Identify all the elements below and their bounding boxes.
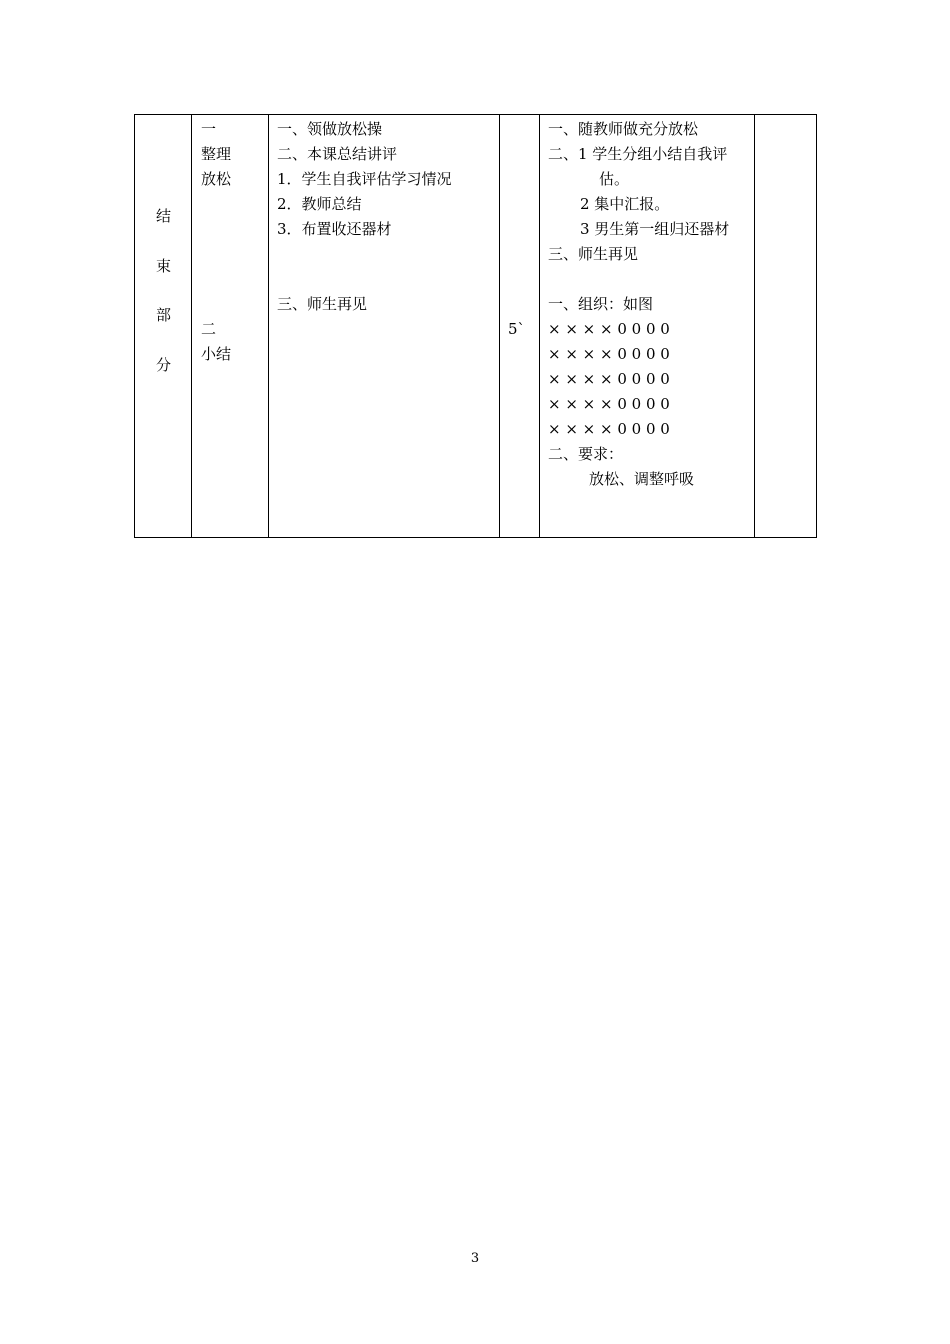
formation-row: × × × × 0 0 0 0 bbox=[548, 370, 670, 388]
formation-row: × × × × 0 0 0 0 bbox=[548, 395, 670, 413]
section-label-char: 结 bbox=[155, 207, 171, 225]
teacher-activity: 二、本课总结讲评 bbox=[277, 145, 398, 163]
parts-cell bbox=[192, 115, 269, 537]
section-label-char: 束 bbox=[155, 257, 171, 275]
remarks-cell bbox=[755, 115, 818, 537]
student-activities-cell bbox=[540, 115, 755, 537]
formation-row: × × × × 0 0 0 0 bbox=[548, 320, 670, 338]
section-label-cell bbox=[135, 115, 192, 537]
part2-name: 小结 bbox=[201, 345, 232, 363]
teacher-activity: 3．布置收还器材 bbox=[277, 220, 392, 238]
part1-name-line2: 放松 bbox=[201, 170, 232, 188]
part2-number: 二 bbox=[201, 320, 217, 338]
part1-number: 一 bbox=[201, 120, 217, 138]
student-activity: 放松、调整呼吸 bbox=[589, 470, 695, 488]
formation-row: × × × × 0 0 0 0 bbox=[548, 420, 670, 438]
teacher-activity: 1．学生自我评估学习情况 bbox=[277, 170, 452, 188]
teacher-activity: 三、师生再见 bbox=[277, 295, 368, 313]
section-label-char: 部 bbox=[155, 306, 171, 324]
student-activity: 3 男生第一组归还器材 bbox=[580, 220, 730, 238]
part1-name-line1: 整理 bbox=[201, 145, 232, 163]
student-activity: 估。 bbox=[599, 170, 630, 188]
student-activity: 一、组织：如图 bbox=[548, 295, 654, 313]
lesson-plan-table bbox=[134, 114, 817, 538]
student-activity: 三、师生再见 bbox=[548, 245, 639, 263]
time-cell bbox=[500, 115, 540, 537]
formation-row: × × × × 0 0 0 0 bbox=[548, 345, 670, 363]
time-value: 5` bbox=[508, 320, 526, 338]
teacher-activity: 一、领做放松操 bbox=[277, 120, 383, 138]
student-activity: 二、1 学生分组小结自我评 bbox=[548, 145, 728, 163]
page-number: 3 bbox=[470, 1251, 480, 1266]
teacher-activity: 2．教师总结 bbox=[277, 195, 362, 213]
section-label-char: 分 bbox=[155, 356, 171, 374]
student-activity: 一、随教师做充分放松 bbox=[548, 120, 699, 138]
teacher-activities-cell bbox=[269, 115, 500, 537]
student-activity: 二、要求： bbox=[548, 445, 624, 463]
student-activity: 2 集中汇报。 bbox=[580, 195, 670, 213]
